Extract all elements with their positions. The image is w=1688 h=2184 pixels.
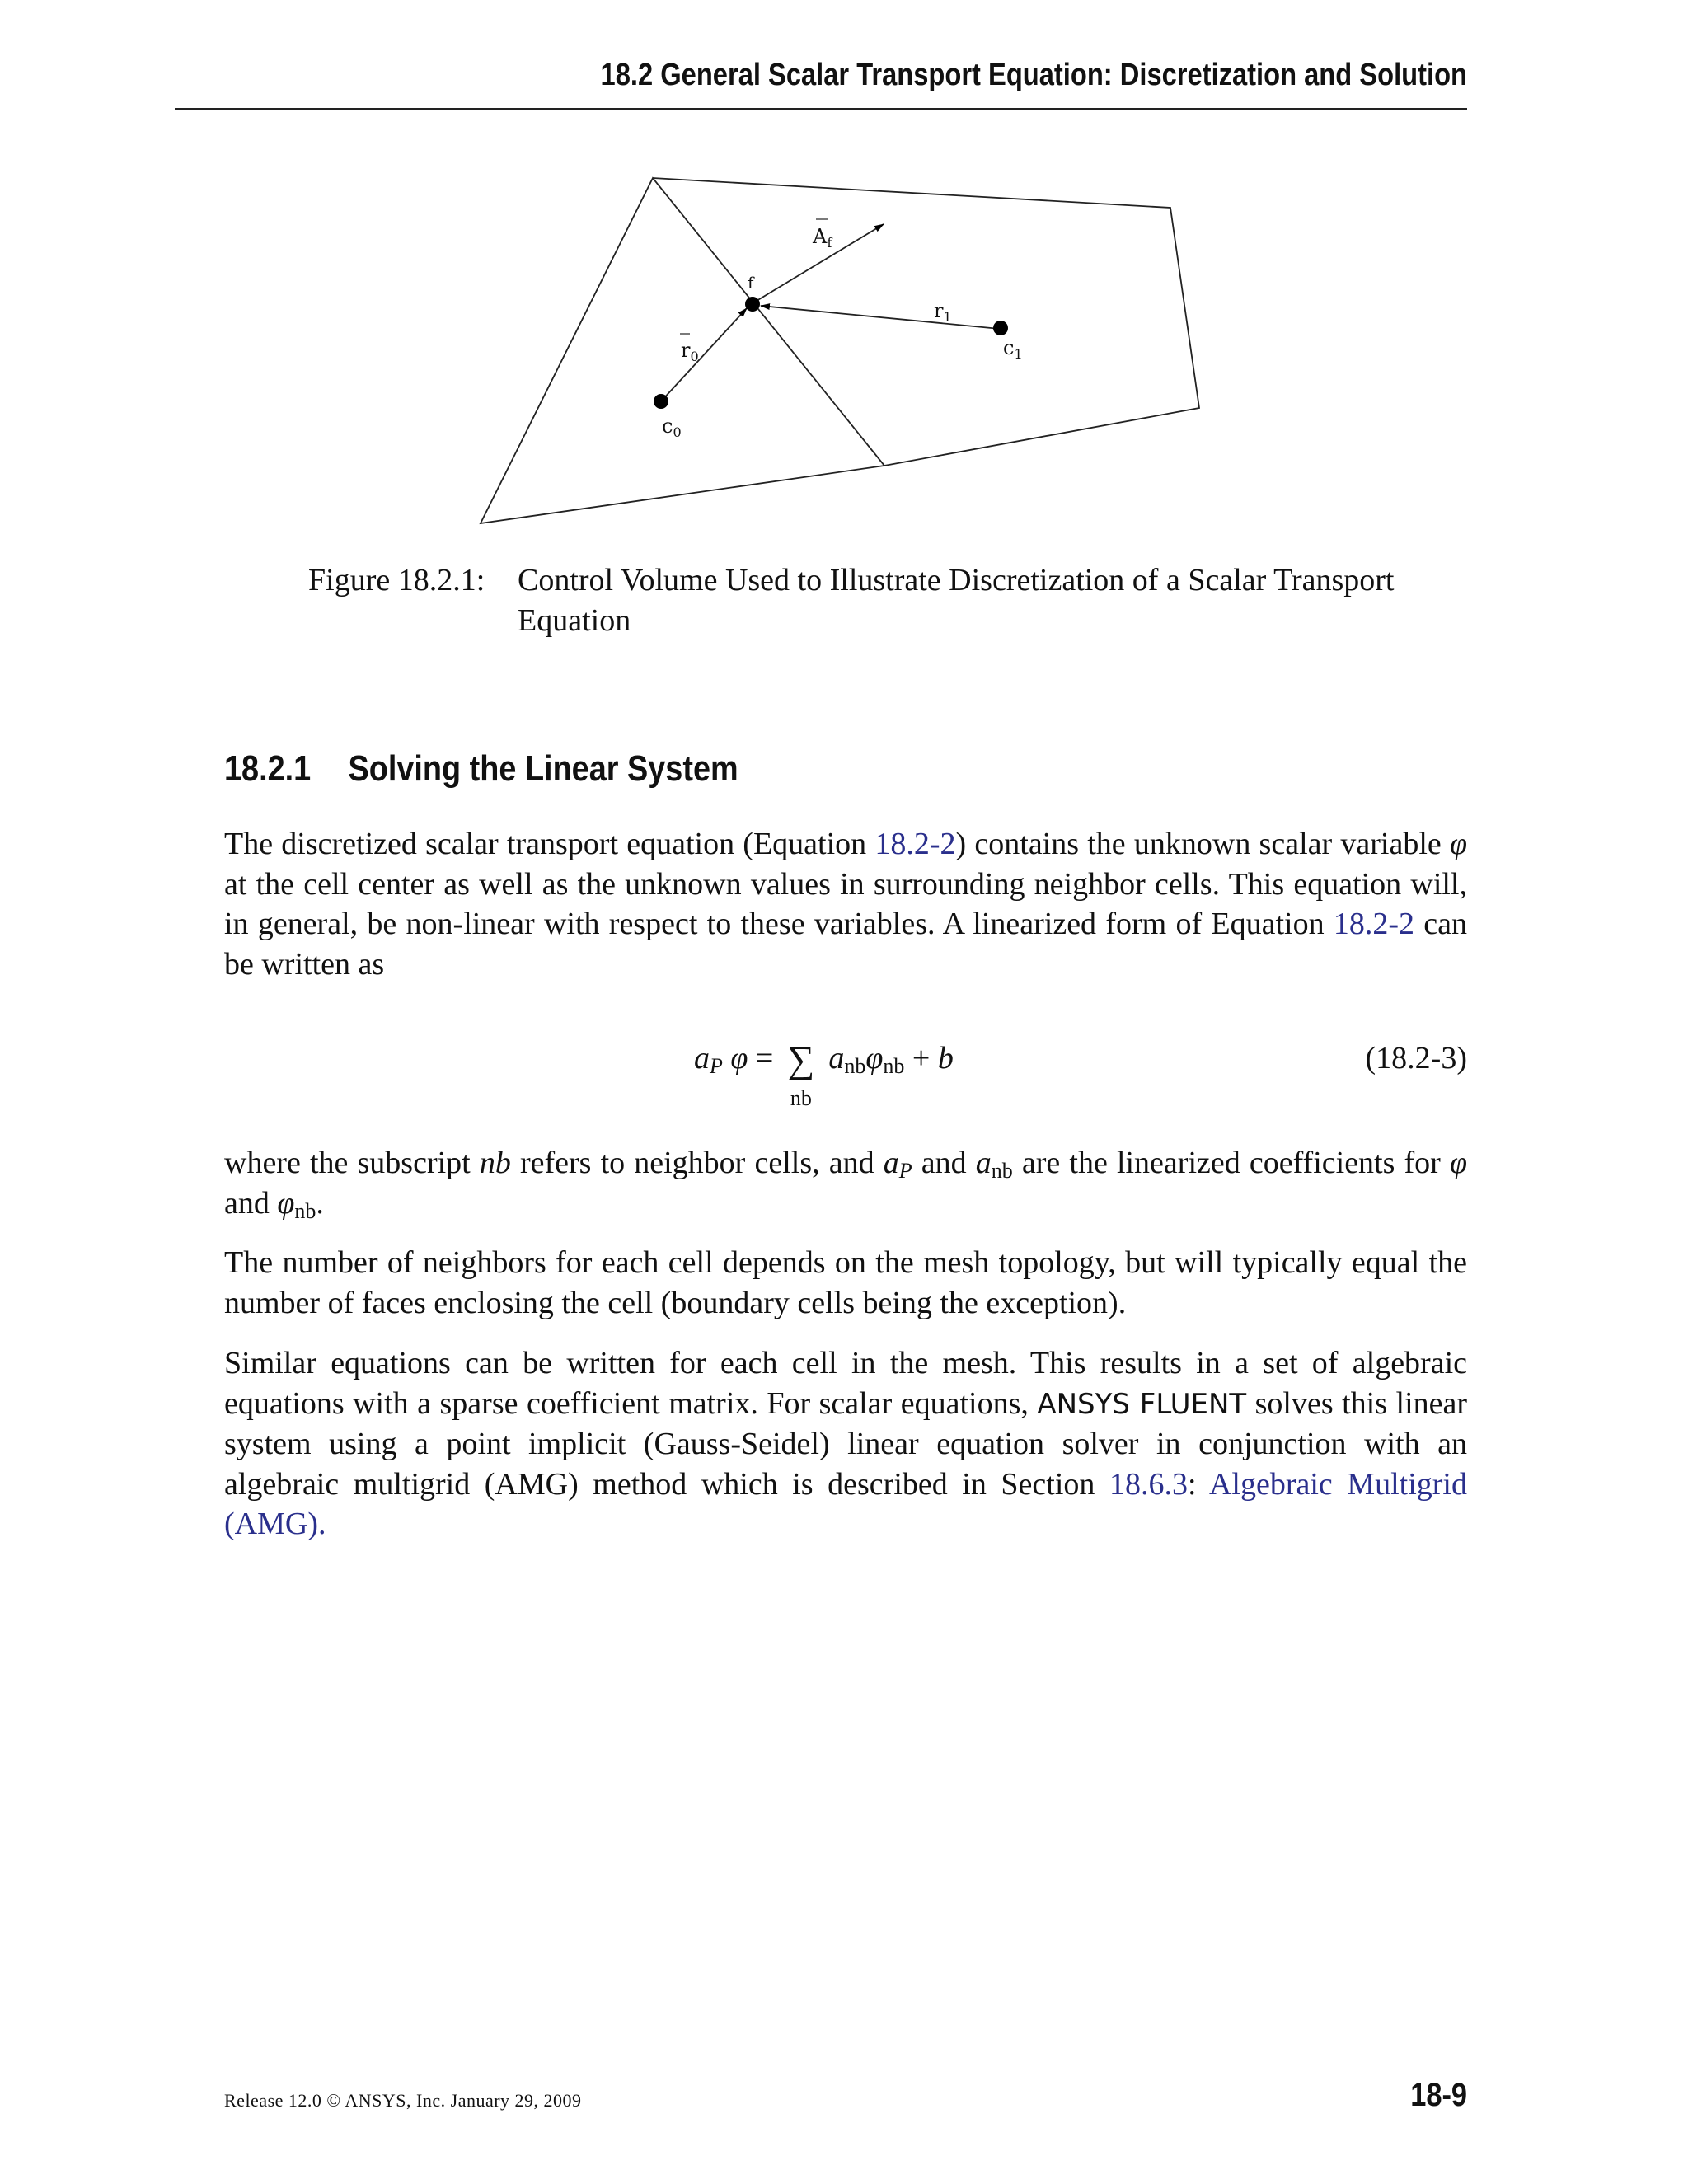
- paragraph-coefficients: where the subscript nb refers to neighbor cells, and $a_P$ and $a_{nb}$ are the linearized coefficients for φ and $\varphi_{nb}$.: [224, 1146, 1467, 1223]
- section-number: 18.2.1: [224, 748, 312, 789]
- r1-label: $r_1$: [934, 299, 952, 325]
- c1-centroid-dot: [993, 321, 1008, 335]
- figure-caption-number: Figure 18.2.1:: [308, 563, 485, 598]
- paragraph-solver: Similar equations can be written for each cell in the mesh. This results in a set of algebraic equations with a sparse coefficient matrix. For scalar equations, ANSYS FLUENT solves this linear system using a point implicit (Gauss-Seidel) linear equation solver in conjunction with an algebraic multigrid (AMG) method which is described in Section 18.6.3: Algebraic Multigrid (AMG).: [224, 1346, 1468, 1541]
- c0-label: $c_0$: [662, 415, 682, 440]
- paragraph-intro: The discretized scalar transport equation (Equation 18.2-2) contains the unknown scalar variable φ at the cell center as well as the unknown values in surrounding neighbor cells. This equation will, in general, be non-linear with respect to these variables. A linearized form of Equation 18.2-2 can be written as: [224, 827, 1468, 982]
- control-volume-figure: [462, 165, 1236, 544]
- header-rule: [175, 108, 1467, 110]
- c0-centroid-dot: [654, 394, 668, 409]
- equation-link[interactable]: 18.2-2: [1333, 907, 1414, 941]
- area-vector-label: $A_f$: [813, 225, 832, 251]
- figure-caption: [308, 560, 1396, 641]
- page-number: 18-9: [1410, 2077, 1467, 2113]
- paragraph-neighbors: The number of neighbors for each cell depends on the mesh topology, but will typically equal the number of faces enclosing the cell (boundary cells being the exception).: [224, 1245, 1467, 1320]
- summation-symbol: ∑ nb: [787, 1038, 815, 1110]
- section-link-title[interactable]: Algebraic Multigrid (AMG).: [224, 1466, 1467, 1541]
- r0-label: $r_0$: [681, 339, 699, 364]
- equation-18-2-3: [224, 1040, 1467, 1114]
- equation-link[interactable]: 18.2-2: [874, 827, 956, 861]
- face-label: f: [748, 273, 754, 293]
- equation-body: $a_P$ φ = ∑ nb $a_{nb}\varphi_{nb} + b$: [694, 1038, 954, 1110]
- section-link-number[interactable]: 18.6.3: [1109, 1466, 1188, 1502]
- r1-vector-arrow: [761, 306, 1000, 329]
- face-centroid-dot: [745, 297, 760, 312]
- running-header: 18.2 General Scalar Transport Equation: Discretization and Solution: [600, 58, 1468, 92]
- figure-caption-text: Control Volume Used to Illustrate Discretization of a Scalar Transport Equation: [518, 563, 1395, 638]
- c1-label: $c_1$: [1003, 336, 1023, 362]
- section-title: Solving the Linear System: [348, 748, 738, 789]
- section-heading: [224, 748, 738, 790]
- footer-release-info: Release 12.0 © ANSYS, Inc. January 29, 2009: [224, 2090, 582, 2111]
- r0-vector-arrow: [661, 308, 747, 401]
- equation-number: (18.2-3): [1365, 1041, 1467, 1076]
- product-name: ANSYS FLUENT: [1037, 1387, 1247, 1421]
